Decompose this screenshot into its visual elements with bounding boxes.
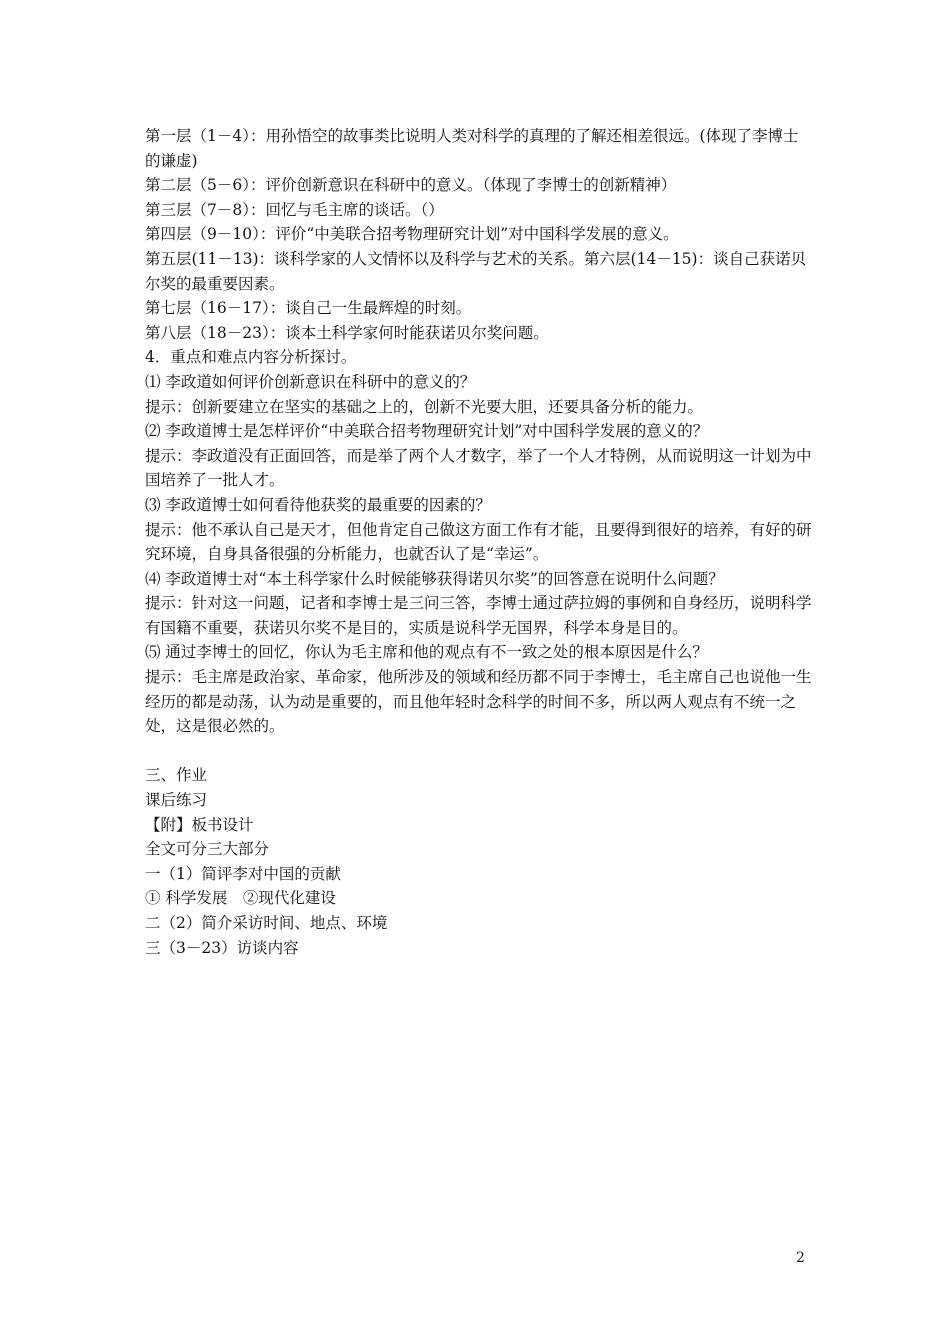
key-points-heading: 4．重点和难点内容分析探讨。 [145,348,357,367]
hint-2: 提示：李政道没有正面回答，而是举了两个人才数字，举了一个人才特例，从而说明这一计划为中国培养了一批人才。 [145,446,812,490]
question-2: ⑵ 李政道博士是怎样评价“中美联合招考物理研究计划”对中国科学发展的意义的？ [145,422,709,441]
layer-8: 第八层（18－23）：谈本土科学家何时能获诺贝尔奖问题。 [145,323,549,342]
page-content [145,124,813,960]
homework-heading: 三、作业 [145,766,208,785]
board-line-5: 三（3－23）访谈内容 [145,938,299,957]
layer-4: 第四层（9－10）：评价“中美联合招考物理研究计划”对中国科学发展的意义。 [145,225,679,244]
question-5: ⑸ 通过李博士的回忆，你认为毛主席和他的观点有不一致之处的根本原因是什么？ [145,643,708,662]
question-1: ⑴ 李政道如何评价创新意识在科研中的意义的？ [145,372,476,391]
layer-2: 第二层（5－6）：评价创新意识在科研中的意义。（体现了李博士的创新精神） [145,176,677,195]
section-spacer [145,739,813,764]
board-line-3: ① 科学发展 ②现代化建设 [145,889,336,908]
hint-4: 提示：针对这一问题，记者和李博士是三问三答，李博士通过萨拉姆的事例和自身经历，说明科学有国籍不重要，获诺贝尔奖不是目的，实质是说科学无国界，科学本身是目的。 [145,594,812,637]
board-line-1: 全文可分三大部分 [145,840,270,859]
question-3: ⑶ 李政道博士如何看待他获奖的最重要的因素的？ [145,495,491,514]
question-4: ⑷ 李政道博士对“本土科学家什么时候能够获得诺贝尔奖”的回答意在说明什么问题？ [145,569,724,588]
board-design-heading: 【附】板书设计 [145,815,254,834]
hint-3: 提示：他不承认自己是天才，但他肯定自己做这方面工作有才能，且要得到很好的培养，有好的研究环境，自身具备很强的分析能力，也就否认了是“幸运”。 [145,520,812,564]
hint-5: 提示：毛主席是政治家、革命家，他所涉及的领域和经历都不同于李博士，毛主席自己也说他一生经历的都是动荡，认为动是重要的，而且他年轻时念科学的时间不多，所以两人观点有不统一之处，这是很必然的。 [145,668,812,736]
layer-5-6: 第五层(11－13)：谈科学家的人文情怀以及科学与艺术的关系。第六层(14－15)：谈自己获诺贝尔奖的最重要因素。 [145,249,807,293]
layer-1: 第一层（1－4）：用孙悟空的故事类比说明人类对科学的真理的了解还相差很远。(体现了李博士的谦虚) [145,127,799,170]
homework-item: 课后练习 [145,791,208,810]
hint-1: 提示：创新要建立在坚实的基础之上的，创新不光要大胆，还要具备分析的能力。 [145,397,704,416]
layer-3: 第三层（7－8）：回忆与毛主席的谈话。（） [145,200,444,219]
board-line-4: 二（2）简介采访时间、地点、环境 [145,914,388,932]
layer-7: 第七层（16－17）：谈自己一生最辉煌的时刻。 [145,299,472,318]
board-line-2: 一（1）简评李对中国的贡献 [145,864,341,883]
page-number: 2 [796,1250,805,1266]
